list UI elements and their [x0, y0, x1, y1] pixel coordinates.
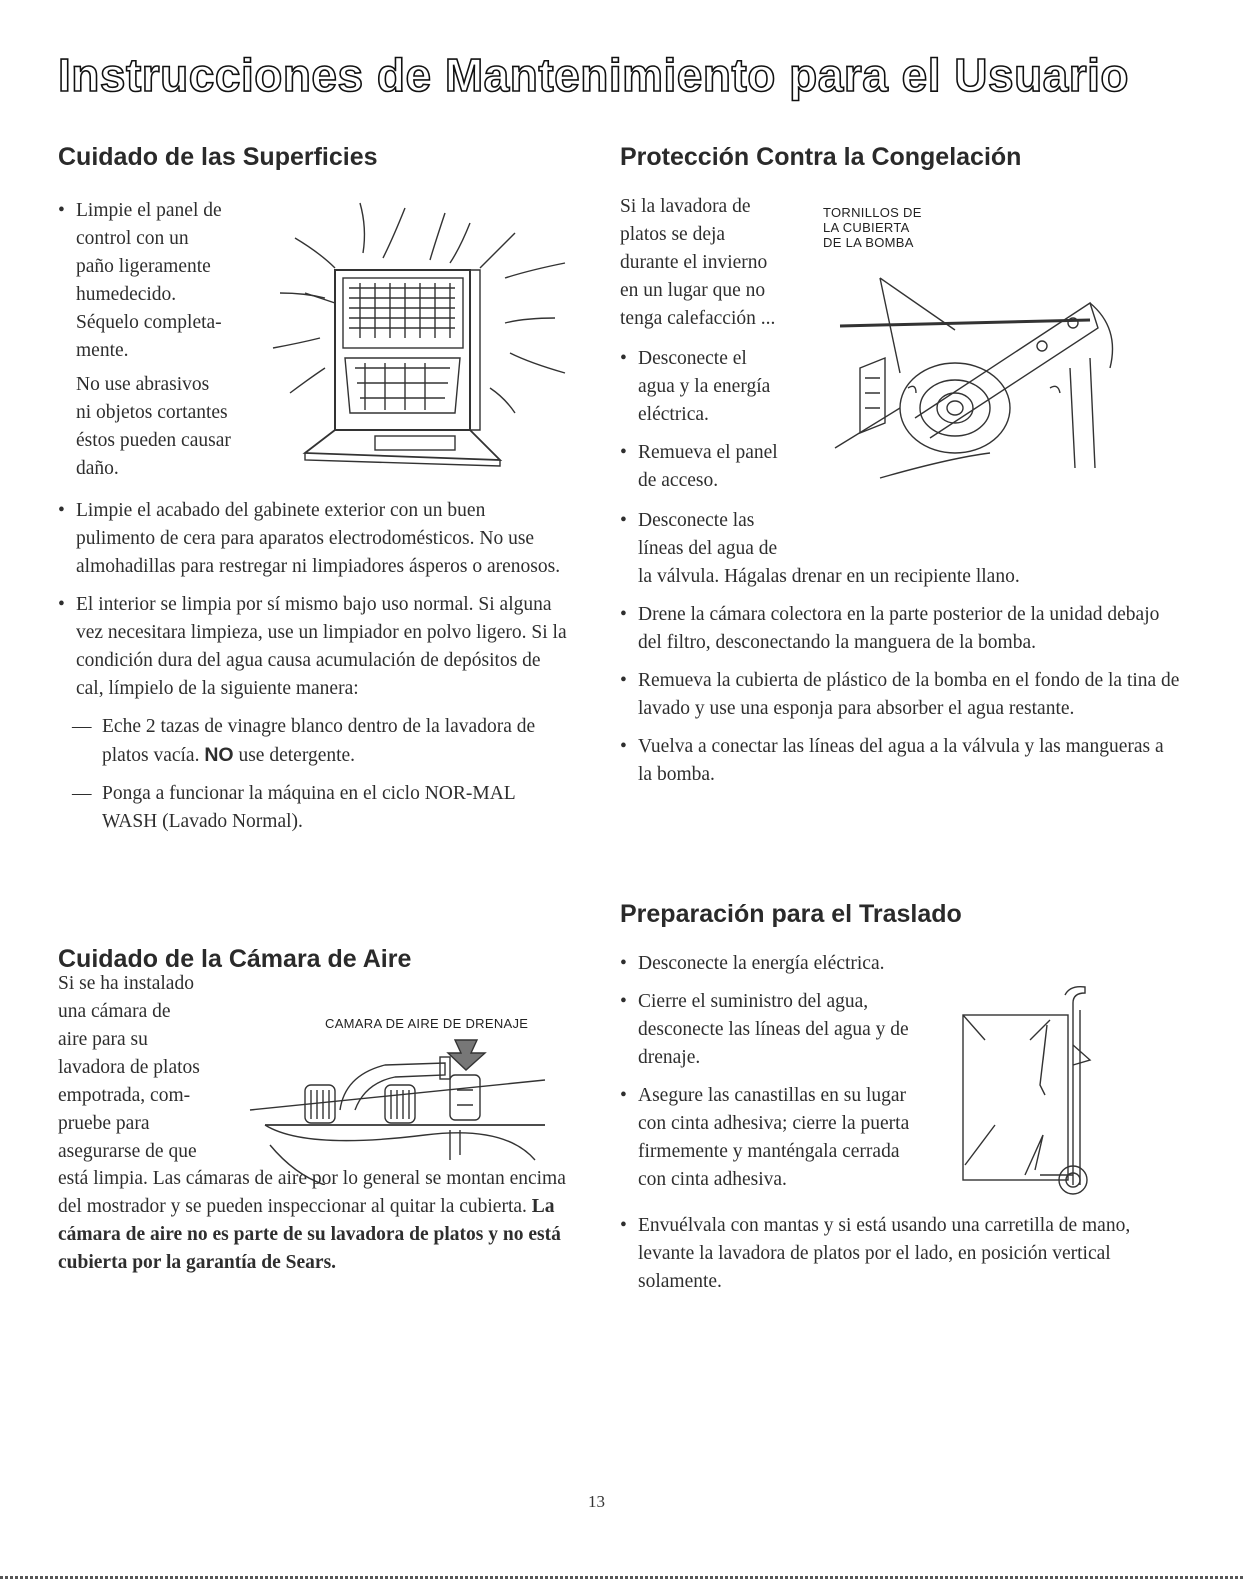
panel-line: humedecido. — [76, 284, 177, 305]
page-title: Instrucciones de Mantenimiento para el Usuario — [58, 49, 1130, 101]
normal-wash-step: — Ponga a funcionar la máquina en el ciclo NOR-MAL WASH (Lavado Normal). — [72, 783, 515, 832]
freeze-list-bottom — [620, 507, 1180, 799]
hand-truck-illustration — [955, 985, 1095, 1200]
pump-screws-caption: TORNILLOS DE LA CUBIERTA DE LA BOMBA — [823, 205, 922, 250]
moving-water-bullet: • Cierre el suministro del agua, desconecte las líneas del agua y de drenaje. — [620, 991, 909, 1068]
freeze-list-top — [620, 345, 820, 505]
interior-bullet: • El interior se limpia por sí mismo bajo uso normal. Si alguna vez necesitara limpieza, use un limpiador en polvo ligero. Si la condición dura del agua causa acumulación de depósitos de cal, límpielo de la siguiente manera: — [58, 594, 567, 699]
air-gap-caption: CAMARA DE AIRE DE DRENAJE — [325, 1016, 529, 1031]
freeze-section — [620, 143, 1180, 172]
drain-sump-bullet: • Drene la cámara colectora en la parte posterior de la unidad debajo del filtro, desconectando la manguera de la bomba. — [620, 604, 1160, 653]
freeze-intro: Si la lavadora de platos se deja durante el invierno en un lugar que no tenga calefacción ... — [620, 196, 776, 329]
panel-line: Limpie el panel de — [76, 200, 222, 221]
air-gap-body: está limpia. Las cámaras de aire por lo general se montan encima del mostrador y se pueden inspeccionar al quitar la cubierta. La cámara de aire no es parte de su lavadora de platos y no está cubierta por la garantía de Sears. — [58, 1168, 566, 1273]
no-emphasis: NO — [204, 744, 234, 766]
pump-illustration — [830, 258, 1130, 493]
air-gap-intro: Si se ha instalado una cámara de aire para su lavadora de platos empotrada, com- pruebe para asegurarse de que — [58, 973, 200, 1162]
moving-power-bullet: • Desconecte la energía eléctrica. — [620, 953, 885, 974]
dishwasher-illustration — [265, 198, 575, 468]
surfaces-section — [58, 143, 568, 172]
moving-list-top — [620, 950, 960, 1204]
abrasive-line: No use abrasivos — [76, 374, 210, 395]
air-gap-heading: Cuidado de la Cámara de Aire — [58, 945, 412, 973]
surfaces-panel-bullet: • Limpie el panel de control con un paño ligeramente humedecido. Séquelo completa- mente. No use abrasivos ni objetos cortantes éstos pueden causar daño. — [58, 197, 308, 483]
bottom-border — [0, 1576, 1245, 1579]
surfaces-list — [58, 497, 568, 846]
panel-line: Séquelo completa- — [76, 312, 222, 333]
freeze-heading: Protección Contra la Congelación — [620, 143, 1022, 171]
panel-line: control con un — [76, 228, 189, 249]
moving-heading: Preparación para el Traslado — [620, 900, 962, 928]
reconnect-lines-bullet: • Vuelva a conectar las líneas del agua a la válvula y las mangueras a la bomba. — [620, 736, 1164, 785]
panel-line: paño ligeramente — [76, 256, 211, 277]
abrasive-line: daño. — [76, 458, 119, 479]
warranty-notice: La cámara de aire no es parte de su lavadora de platos y no está cubierta por la garantía de Sears. — [58, 1196, 561, 1273]
cabinet-bullet: • Limpie el acabado del gabinete exterior con un buen pulimento de cera para aparatos electrodomésticos. No use almohadillas para restregar ni limpiadores ásperos o arenosos. — [58, 500, 561, 577]
moving-racks-bullet: • Asegure las canastillas en su lugar con cinta adhesiva; cierre la puerta firmemente y manténgala cerrada con cinta adhesiva. — [620, 1085, 910, 1190]
moving-section — [620, 900, 1180, 929]
moving-list-bottom — [620, 1212, 1180, 1306]
surfaces-heading: Cuidado de las Superficies — [58, 143, 378, 171]
drain-lines-bullet: • Desconecte las líneas del agua de la válvula. Hágalas drenar en un recipiente llano. — [620, 510, 1020, 587]
remove-pump-cover-bullet: • Remueva la cubierta de plástico de la bomba en el fondo de la tina de lavado y use una esponja para absorber el agua restante. — [620, 670, 1180, 719]
abrasive-line: ni objetos cortantes — [76, 402, 228, 423]
moving-wrap-bullet: • Envuélvala con mantas y si está usando una carretilla de mano, levante la lavadora de platos por el lado, en posición vertical solamente. — [620, 1215, 1131, 1292]
page-number: 13 — [588, 1492, 605, 1511]
remove-panel-bullet: • Remueva el panel de acceso. — [620, 442, 778, 491]
air-gap-illustration — [245, 1035, 565, 1185]
vinegar-step: — Eche 2 tazas de vinagre blanco dentro de la lavadora de platos vacía. NO use detergente. — [72, 716, 536, 766]
disconnect-power-bullet: • Desconecte el agua y la energía eléctrica. — [620, 348, 771, 425]
abrasive-line: éstos pueden causar — [76, 430, 231, 451]
panel-line: mente. — [76, 340, 129, 361]
